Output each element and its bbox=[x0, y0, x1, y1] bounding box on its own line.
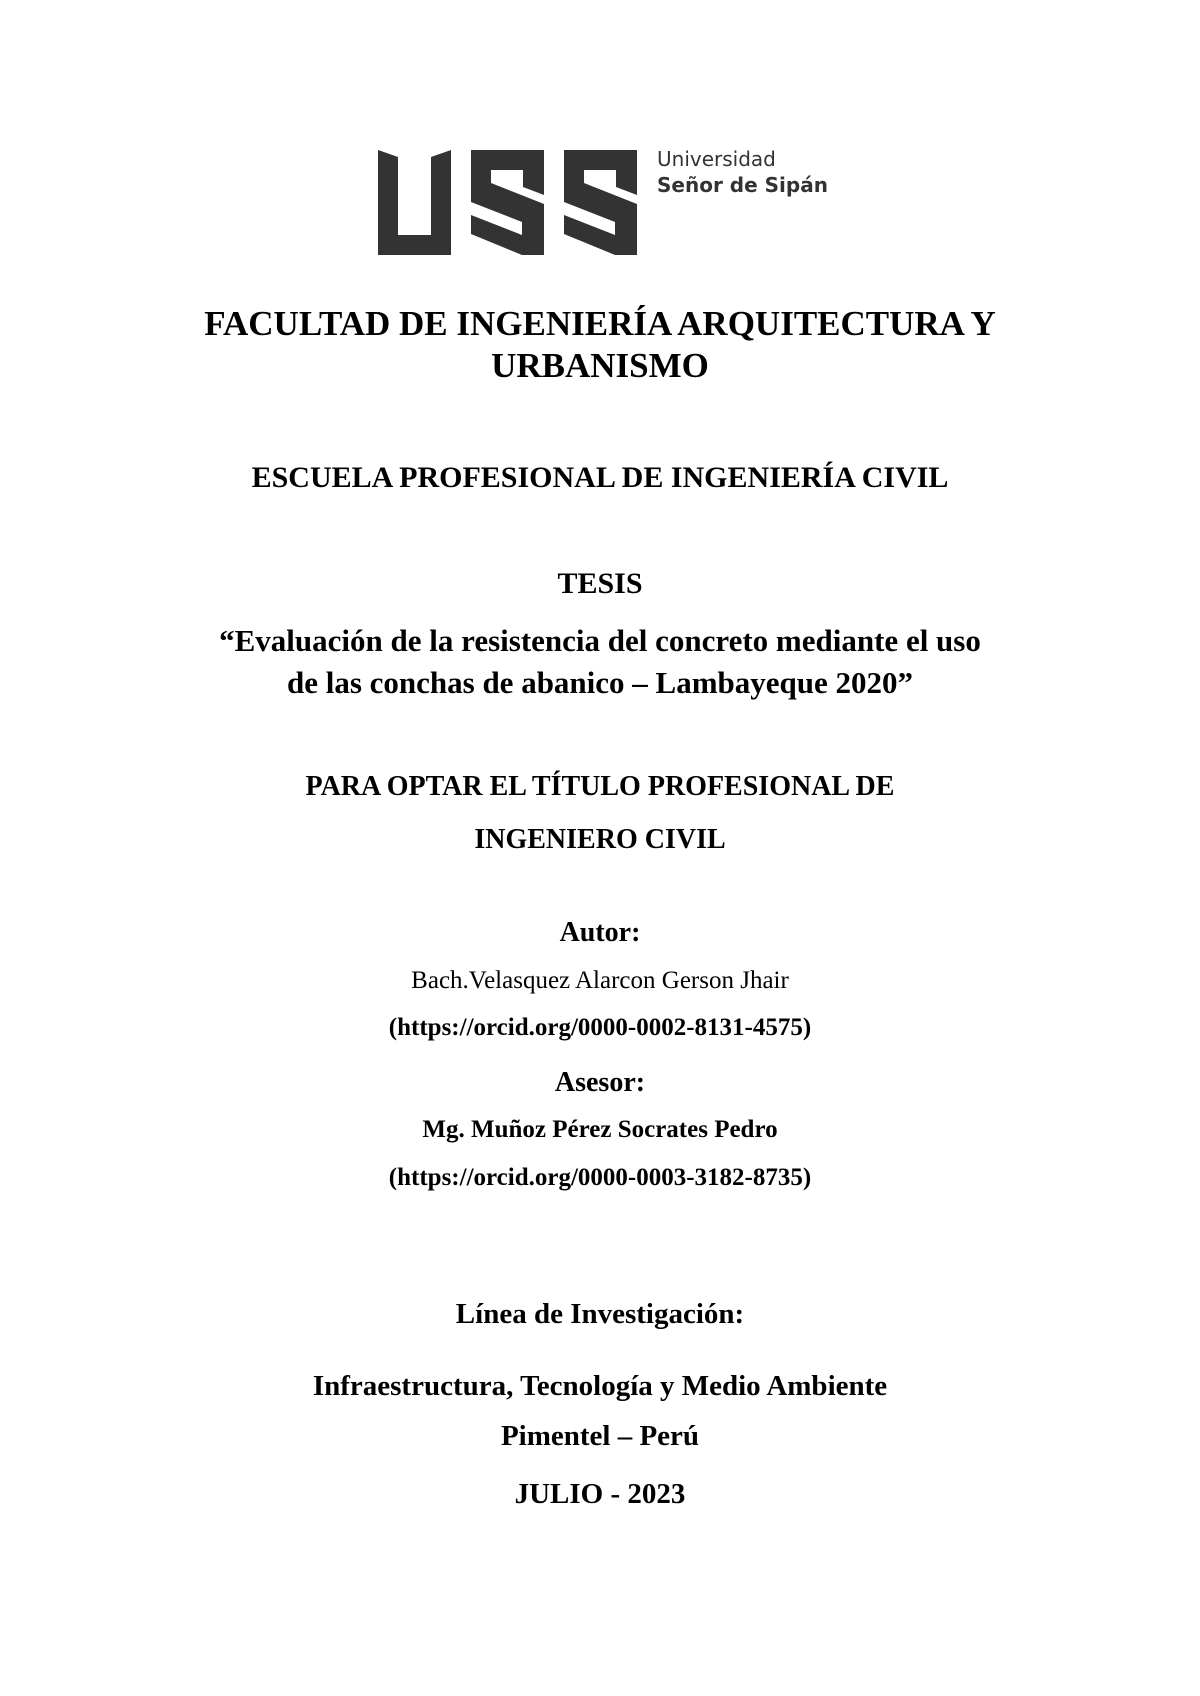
thesis-title-line-1: “Evaluación de la resistencia del concreto mediante el uso bbox=[219, 623, 981, 658]
advisor-name: Mg. Muñoz Pérez Socrates Pedro bbox=[422, 1116, 778, 1143]
advisor-orcid-link[interactable]: (https://orcid.org/0000-0003-3182-8735) bbox=[388, 1164, 812, 1191]
document-type: TESIS bbox=[557, 567, 643, 600]
author-orcid-link[interactable]: (https://orcid.org/0000-0002-8131-4575) bbox=[388, 1014, 812, 1041]
research-line-value: Infraestructura, Tecnología y Medio Ambiente bbox=[312, 1370, 888, 1402]
location: Pimentel – Perú bbox=[500, 1420, 700, 1452]
uss-logo-icon bbox=[378, 150, 638, 255]
degree-line-1: PARA OPTAR EL TÍTULO PROFESIONAL DE bbox=[305, 771, 895, 802]
date: JULIO - 2023 bbox=[514, 1478, 686, 1510]
degree-line-2: INGENIERO CIVIL bbox=[474, 824, 726, 855]
logo-university-name: Señor de Sipán bbox=[657, 173, 828, 197]
faculty-line-1: FACULTAD DE INGENIERÍA ARQUITECTURA Y bbox=[204, 304, 996, 343]
advisor-label: Asesor: bbox=[554, 1067, 646, 1098]
research-line-label: Línea de Investigación: bbox=[455, 1298, 745, 1330]
faculty-line-2: URBANISMO bbox=[491, 346, 709, 385]
author-label: Autor: bbox=[559, 917, 641, 948]
logo-university-label: Universidad bbox=[657, 147, 776, 171]
author-name: Bach.Velasquez Alarcon Gerson Jhair bbox=[411, 967, 789, 994]
thesis-title-line-2: de las conchas de abanico – Lambayeque 2020” bbox=[286, 665, 914, 700]
school-name: ESCUELA PROFESIONAL DE INGENIERÍA CIVIL bbox=[251, 461, 949, 494]
